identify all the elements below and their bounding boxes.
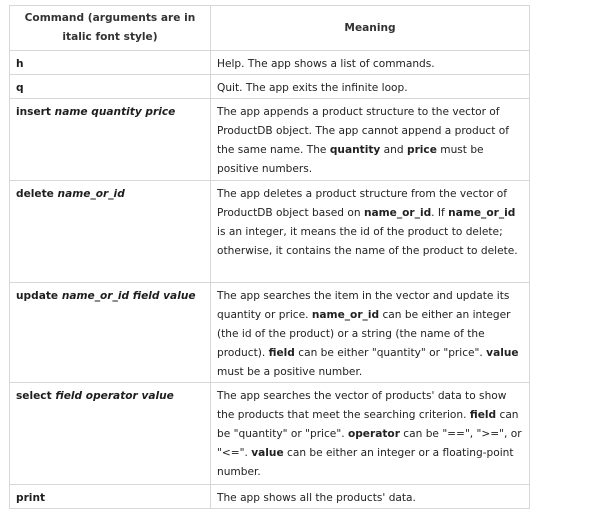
command-name: insert xyxy=(16,106,51,118)
command-args: name_or_id xyxy=(57,188,125,200)
meaning-text: can be either an integer or a floating-point number. xyxy=(217,447,514,478)
meaning-keyword: value xyxy=(486,347,519,359)
meaning-cell xyxy=(211,75,530,99)
meaning-keyword: name_or_id xyxy=(448,207,516,219)
meaning-cell xyxy=(211,485,530,509)
command-name: q xyxy=(16,82,24,94)
table-row xyxy=(10,75,530,99)
meaning-keyword: quantity xyxy=(329,144,381,156)
command-args: field operator value xyxy=(55,390,174,402)
table-row xyxy=(10,181,530,283)
table-header-row xyxy=(10,6,530,51)
header-command: Command (arguments are in italic font style) xyxy=(10,6,211,51)
meaning-text: must be positive numbers. xyxy=(217,144,484,175)
command-cell xyxy=(10,99,211,181)
meaning-cell xyxy=(211,181,530,283)
meaning-text: The app searches the item in the vector and update its quantity or price. xyxy=(217,290,510,321)
table-row xyxy=(10,99,530,181)
command-name: delete xyxy=(16,188,54,200)
meaning-text: and xyxy=(380,144,407,156)
table-row xyxy=(10,283,530,383)
command-table xyxy=(9,5,530,509)
meaning-keyword: field xyxy=(268,347,295,359)
command-name: h xyxy=(16,58,24,70)
meaning-text: can be either "quantity" or "price". xyxy=(294,347,487,359)
meaning-text: The app shows all the products' data. xyxy=(217,492,416,504)
table-row xyxy=(10,383,530,485)
meaning-text: The app deletes a product structure from the vector of ProductDB object based on xyxy=(217,188,508,219)
meaning-text: can be "quantity" or "price". xyxy=(217,409,519,440)
meaning-text: Help. The app shows a list of commands. xyxy=(217,58,435,70)
command-cell xyxy=(10,383,211,485)
meaning-cell xyxy=(211,283,530,383)
meaning-keyword: value xyxy=(251,447,284,459)
command-name: select xyxy=(16,390,52,402)
meaning-text: is an integer, it means the id of the product to delete; otherwise, it contains the name of the product to delete. xyxy=(217,226,518,257)
meaning-cell xyxy=(211,383,530,485)
meaning-text: The app appends a product structure to the vector of ProductDB object. The app cannot append a product of the same name. The xyxy=(217,106,509,156)
meaning-keyword: name_or_id xyxy=(363,207,432,219)
meaning-text: Quit. The app exits the infinite loop. xyxy=(217,82,408,94)
command-cell xyxy=(10,485,211,509)
meaning-keyword: operator xyxy=(347,428,400,440)
command-args: name_or_id field value xyxy=(61,290,196,302)
table-row xyxy=(10,485,530,509)
meaning-cell xyxy=(211,99,530,181)
command-args: name quantity price xyxy=(54,106,176,118)
meaning-text: . If xyxy=(431,207,449,219)
command-name: print xyxy=(16,492,46,504)
header-meaning: Meaning xyxy=(211,6,530,51)
meaning-keyword: price xyxy=(406,144,437,156)
meaning-keyword: field xyxy=(469,409,497,421)
meaning-text: can be either an integer (the id of the product) or a string (the name of the product). xyxy=(217,309,511,359)
meaning-text: must be a positive number. xyxy=(217,366,363,378)
command-cell xyxy=(10,283,211,383)
command-cell xyxy=(10,51,211,75)
meaning-keyword: name_or_id xyxy=(311,309,380,321)
table-row xyxy=(10,51,530,75)
meaning-cell xyxy=(211,51,530,75)
meaning-text: can be "==", ">=", or "<=". xyxy=(217,428,522,459)
command-cell xyxy=(10,75,211,99)
command-name: update xyxy=(16,290,59,302)
meaning-text: The app searches the vector of products' data to show the products that meet the searching criterion. xyxy=(217,390,507,421)
command-table-container xyxy=(9,5,530,509)
command-cell xyxy=(10,181,211,283)
